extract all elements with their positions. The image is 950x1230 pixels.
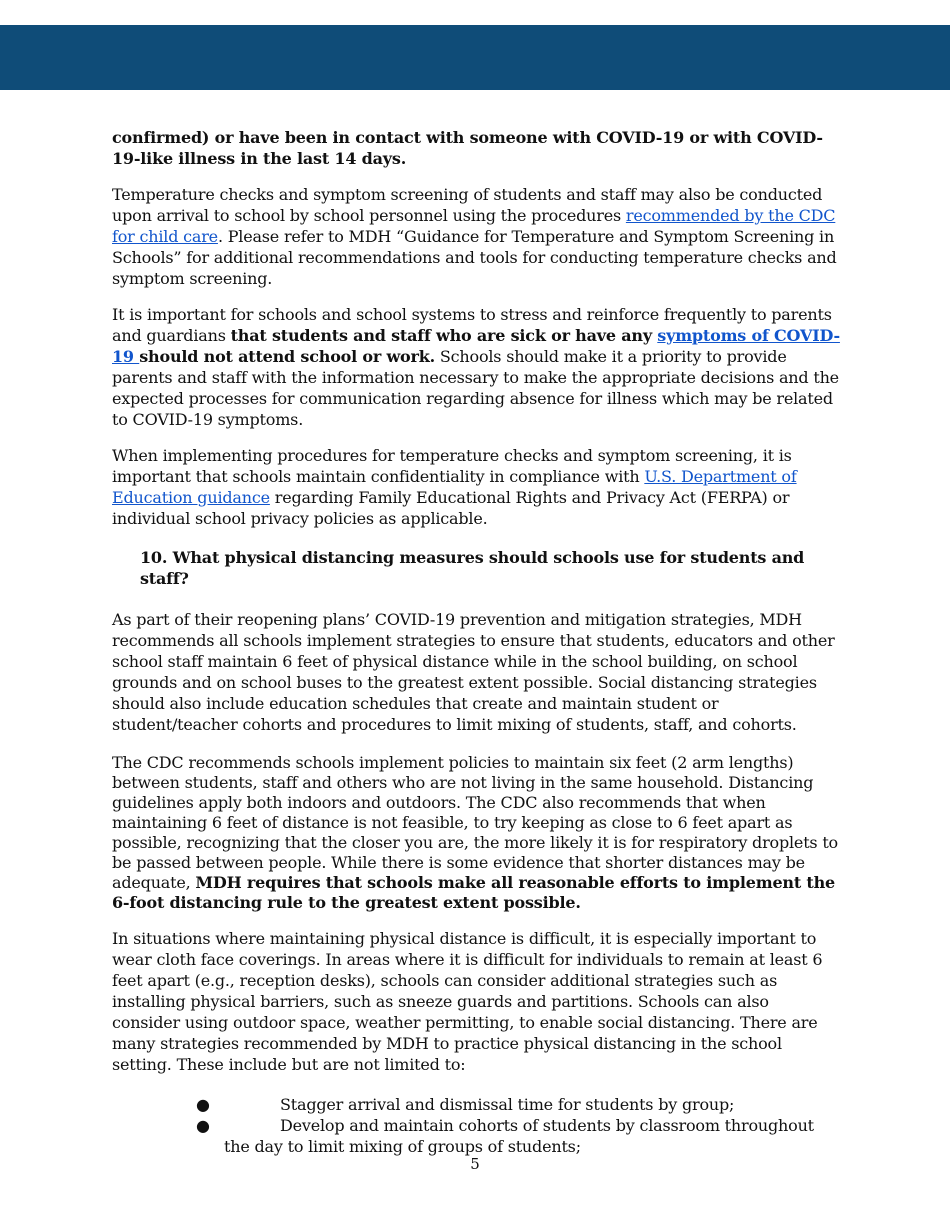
list-item-text: Stagger arrival and dismissal time for students by group; [280,1095,735,1114]
paragraph-cdc-six-feet [112,753,840,913]
p3-text-1: It is important for schools and school systems to stress and reinforce frequently to parents and guardians [112,305,832,345]
p3-bold-2: should not attend school or work. [139,347,435,366]
paragraph-symptom-contact: confirmed) or have been in contact with someone with COVID-19 or with COVID-19-like illness in the last 14 days. [112,128,823,168]
p2-text-1: Temperature checks and symptom screening of students and staff may also be conducted upon arrival to school by school personnel using the procedures [112,185,823,225]
strategy-list [112,1094,840,1157]
paragraph-face-coverings: In situations where maintaining physical distance is difficult, it is especially important to wear cloth face coverings. In areas where it is difficult for individuals to remain at least 6 feet apart (e.g., reception desks), schools can consider additional strategies such as installing physical barriers, such as sneeze guards and partitions. Schools can also consider using outdoor space, weather permitting, to enable social distancing. There are many strategies recommended by MDH to practice physical distancing in the school setting. These include but are not limited to: [112,929,823,1074]
paragraph-reopening-plans: As part of their reopening plans’ COVID-19 prevention and mitigation strategies, MDH recommends all schools implement strategies to ensure that students, educators and other school staff maintain 6 feet of physical distance while in the school building, on school grounds and on school buses to the greatest extent possible. Social distancing strategies should also include education schedules that create and maintain student or student/teacher cohorts and procedures to limit mixing of students, staff, and cohorts. [112,610,835,734]
p4-text-1: When implementing procedures for temperature checks and symptom screening, it is important that schools maintain confidentiality in compliance with [112,446,792,486]
cdc-child-care-link[interactable]: recommended by the CDC for child care [112,206,836,246]
p4-text-2: regarding Family Educational Rights and Privacy Act (FERPA) or individual school privacy policies as applicable. [112,488,790,528]
paragraph-stay-home [112,304,840,430]
paragraph-confidentiality [112,445,840,529]
list-item [112,1115,840,1157]
page-number: 5 [470,1155,480,1173]
list-item-text: Develop and maintain cohorts of students by classroom throughout the day to limit mixing of groups of students; [224,1116,814,1156]
p3-bold-1: that students and staff who are sick or have any [230,326,658,345]
section-question-10: 10. What physical distancing measures should schools use for students and staff? [140,548,805,588]
p6-bold: MDH requires that schools make all reasonable efforts to implement the 6-foot distancing rule to the greatest extent possible. [112,873,836,912]
p3-text-2: Schools should make it a priority to provide parents and staff with the information necessary to make the appropriate decisions and the expected processes for communication regarding absence for illness which may be related to COVID-19 symptoms. [112,347,839,429]
symptoms-of-covid-link[interactable]: symptoms of COVID-19 [112,326,840,366]
bullet-marker: ● [196,1116,210,1135]
us-education-guidance-link[interactable]: U.S. Department of Education guidance [112,467,797,507]
p2-text-2: . Please refer to MDH “Guidance for Temperature and Symptom Screening in Schools” for additional recommendations and tools for conducting temperature checks and symptom screening. [112,227,837,288]
header-band [0,25,950,90]
p6-text-1: The CDC recommends schools implement policies to maintain six feet (2 arm lengths) between students, staff and others who are not living in the same household. Distancing guidelines apply both indoors and outdoors. The CDC also recommends that when maintaining 6 feet of distance is not feasible, to try keeping as close to 6 feet apart as possible, recognizing that the closer you are, the more likely it is for respiratory droplets to be passed between people. While there is some evidence that shorter distances may be adequate, [112,753,838,892]
paragraph-temperature-checks [112,184,840,289]
list-item [112,1094,840,1115]
document-body [112,127,840,1157]
bullet-marker: ● [196,1095,210,1114]
